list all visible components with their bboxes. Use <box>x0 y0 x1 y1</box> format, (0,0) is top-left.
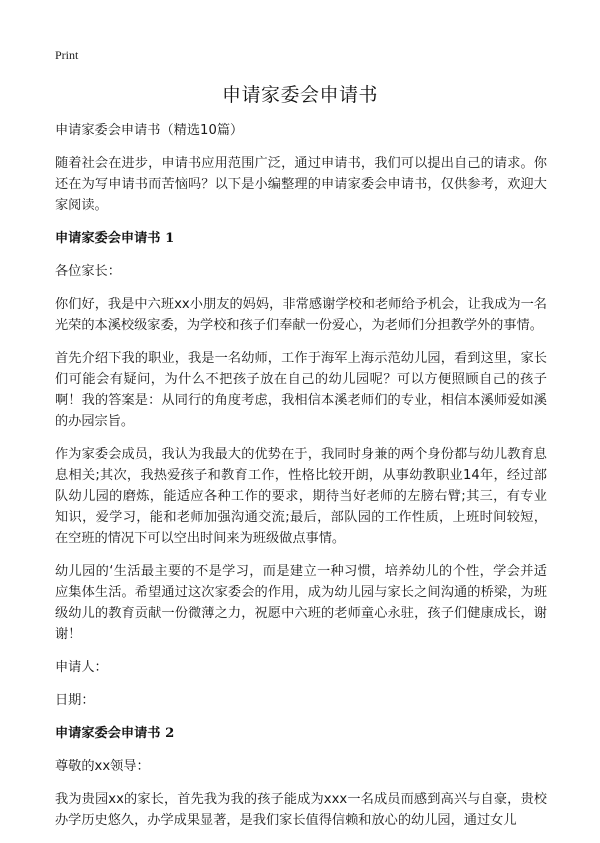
document-subtitle: 申请家委会申请书（精选10篇） <box>55 123 244 138</box>
salutation: 尊敬的xx领导： <box>55 759 150 774</box>
section-heading: 申请家委会申请书 2 <box>55 726 175 741</box>
body-paragraph: 作为家委会成员，我认为我最大的优势在于，我同时身兼的两个身份都与幼儿教育息息相关;其次，我热爱孩子和教育工作，性格比较开朗，从事幼教职业14年，经过部队幼儿园的磨炼，能适应各种工作的要求，期待当好老师的左膀右臂;其三，有专业知识，爱学习，能和老师加强沟通交流;最后，部队园的工作性质，上班时间较短，在空班的情况下可以空出时间来为班级做点事情。 <box>55 447 547 546</box>
section-heading: 申请家委会申请书 1 <box>55 231 175 246</box>
body-paragraph: 我为贵园xx的家长，首先我为我的孩子能成为xxx一名成员而感到高兴与自豪，贵校办学历史悠久，办学成果显著，是我们家长值得信赖和放心的幼儿园，通过女儿 <box>55 792 547 828</box>
intro-paragraph: 随着社会在进步，申请书应用范围广泛，通过申请书，我们可以提出自己的请求。你还在为写申请书而苦恼吗？以下是小编整理的申请家委会申请书，仅供参考，欢迎大家阅读。 <box>55 156 547 213</box>
body-paragraph: 幼儿园的‘生活最主要的不是学习，而是建立一种习惯，培养幼儿的个性，学会并适应集体生活。希望通过这次家委会的作用，成为幼儿园与家长之间沟通的桥梁，为班级幼儿的教育贡献一份微薄之力，祝愿中六班的老师童心永驻，孩子们健康成长，谢谢！ <box>55 564 547 642</box>
salutation: 各位家长： <box>55 264 121 279</box>
document-title: 申请家委会申请书 <box>221 84 378 106</box>
body-paragraph: 首先介绍下我的职业，我是一名幼师，工作于海军上海示范幼儿园，看到这里，家长们可能会有疑问，为什么不把孩子放在自己的幼儿园呢？可以方便照顾自己的孩子啊！我的答案是：从同行的角度考虑，我相信本溪老师们的专业，相信本溪师爱如溪的办园宗旨。 <box>55 351 547 429</box>
body-paragraph: 你们好，我是中六班xx小朋友的妈妈，非常感谢学校和老师给予机会，让我成为一名光荣的本溪校级家委，为学校和孩子们奉献一份爱心，为老师们分担教学外的事情。 <box>55 297 547 333</box>
document-body <box>55 120 547 843</box>
date-label: 日期： <box>55 693 95 708</box>
print-link[interactable]: Print <box>55 48 79 62</box>
applicant-label: 申请人： <box>55 660 108 675</box>
